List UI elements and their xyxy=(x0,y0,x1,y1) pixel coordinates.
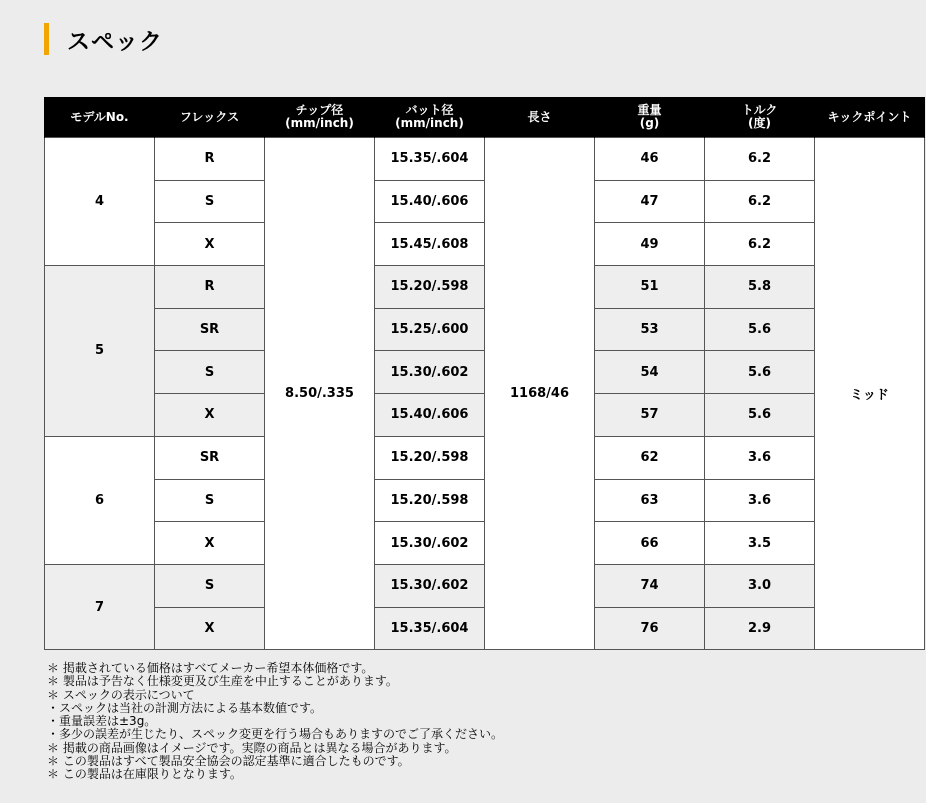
header-label: トルク xyxy=(741,103,778,117)
tip-diameter-cell: 8.50/.335 xyxy=(265,138,375,650)
header-weight xyxy=(595,97,705,138)
spec-table xyxy=(44,97,925,650)
torque-cell: 3.6 xyxy=(705,479,815,522)
header-butt-diameter xyxy=(375,97,485,138)
flex-cell: S xyxy=(155,351,265,394)
butt-diameter-cell: 15.35/.604 xyxy=(375,607,485,650)
flex-cell: R xyxy=(155,266,265,309)
header-label: (mm/inch) xyxy=(285,116,354,130)
model-cell: 6 xyxy=(45,436,155,564)
flex-cell: SR xyxy=(155,436,265,479)
torque-cell: 6.2 xyxy=(705,180,815,223)
torque-cell: 5.6 xyxy=(705,308,815,351)
note-line: ・重量誤差は±3g。 xyxy=(47,714,157,729)
model-cell: 5 xyxy=(45,266,155,437)
torque-cell: 5.8 xyxy=(705,266,815,309)
flex-cell: X xyxy=(155,522,265,565)
note-line: ＊ 掲載の商品画像はイメージです。実際の商品とは異なる場合があります。 xyxy=(47,740,457,755)
torque-cell: 6.2 xyxy=(705,138,815,181)
length-cell: 1168/46 xyxy=(485,138,595,650)
header-label: (g) xyxy=(639,116,660,130)
butt-diameter-cell: 15.30/.602 xyxy=(375,351,485,394)
weight-cell: 57 xyxy=(595,394,705,437)
butt-diameter-cell: 15.40/.606 xyxy=(375,180,485,223)
torque-cell: 5.6 xyxy=(705,394,815,437)
torque-cell: 5.6 xyxy=(705,351,815,394)
header-label: (mm/inch) xyxy=(395,116,464,130)
weight-cell: 76 xyxy=(595,607,705,650)
weight-cell: 46 xyxy=(595,138,705,181)
flex-cell: SR xyxy=(155,308,265,351)
flex-cell: S xyxy=(155,180,265,223)
header-label: (度) xyxy=(748,116,771,130)
weight-cell: 54 xyxy=(595,351,705,394)
header-length xyxy=(485,97,595,138)
flex-cell: X xyxy=(155,394,265,437)
note-line: ・スペックは当社の計測方法による基本数値です。 xyxy=(47,700,323,715)
weight-cell: 63 xyxy=(595,479,705,522)
flex-cell: X xyxy=(155,223,265,266)
weight-cell: 74 xyxy=(595,564,705,607)
header-model-no xyxy=(45,97,155,138)
table-header-row xyxy=(45,97,925,138)
weight-cell: 47 xyxy=(595,180,705,223)
model-cell: 4 xyxy=(45,138,155,266)
kick-point-cell: ミッド xyxy=(815,138,925,650)
note-line: ＊ 掲載されている価格はすべてメーカー希望本体価格です。 xyxy=(47,661,374,675)
butt-diameter-cell: 15.20/.598 xyxy=(375,266,485,309)
header-label: バット径 xyxy=(405,103,454,117)
note-line: ＊ この製品はすべて製品安全協会の認定基準に適合したものです。 xyxy=(47,754,410,769)
torque-cell: 6.2 xyxy=(705,223,815,266)
table-row xyxy=(45,138,925,181)
note-line: ・多少の誤差が生じたり、スペック変更を行う場合もありますのでご了承ください。 xyxy=(47,727,504,742)
header-label: 重量 xyxy=(637,103,662,117)
table-body xyxy=(45,138,925,650)
note-line: ＊ この製品は在庫限りとなります。 xyxy=(47,767,242,782)
note-line: ＊ スペックの表示について xyxy=(47,687,195,702)
butt-diameter-cell: 15.25/.600 xyxy=(375,308,485,351)
butt-diameter-cell: 15.30/.602 xyxy=(375,564,485,607)
butt-diameter-cell: 15.45/.608 xyxy=(375,223,485,266)
header-tip-diameter xyxy=(265,97,375,138)
butt-diameter-cell: 15.40/.606 xyxy=(375,394,485,437)
header-flex xyxy=(155,97,265,138)
note-line: ＊ 製品は予告なく仕様変更及び生産を中止することがあります。 xyxy=(47,674,398,689)
weight-cell: 66 xyxy=(595,522,705,565)
header-label: フレックス xyxy=(179,109,240,124)
header-torque xyxy=(705,97,815,138)
header-label: 長さ xyxy=(527,109,552,124)
notes-list xyxy=(47,662,503,782)
model-cell: 7 xyxy=(45,564,155,649)
flex-cell: R xyxy=(155,138,265,181)
butt-diameter-cell: 15.30/.602 xyxy=(375,522,485,565)
weight-cell: 49 xyxy=(595,223,705,266)
butt-diameter-cell: 15.20/.598 xyxy=(375,479,485,522)
section-header xyxy=(44,22,163,56)
weight-cell: 62 xyxy=(595,436,705,479)
header-kick-point xyxy=(815,97,925,138)
weight-cell: 51 xyxy=(595,266,705,309)
flex-cell: S xyxy=(155,564,265,607)
weight-cell: 53 xyxy=(595,308,705,351)
title-accent-bar xyxy=(44,23,49,55)
header-label: モデルNo. xyxy=(70,109,129,124)
butt-diameter-cell: 15.35/.604 xyxy=(375,138,485,181)
butt-diameter-cell: 15.20/.598 xyxy=(375,436,485,479)
flex-cell: S xyxy=(155,479,265,522)
torque-cell: 2.9 xyxy=(705,607,815,650)
flex-cell: X xyxy=(155,607,265,650)
header-label: チップ径 xyxy=(295,103,344,117)
section-title: スペック xyxy=(67,28,163,55)
header-label: キックポイント xyxy=(827,109,912,124)
torque-cell: 3.5 xyxy=(705,522,815,565)
torque-cell: 3.0 xyxy=(705,564,815,607)
torque-cell: 3.6 xyxy=(705,436,815,479)
